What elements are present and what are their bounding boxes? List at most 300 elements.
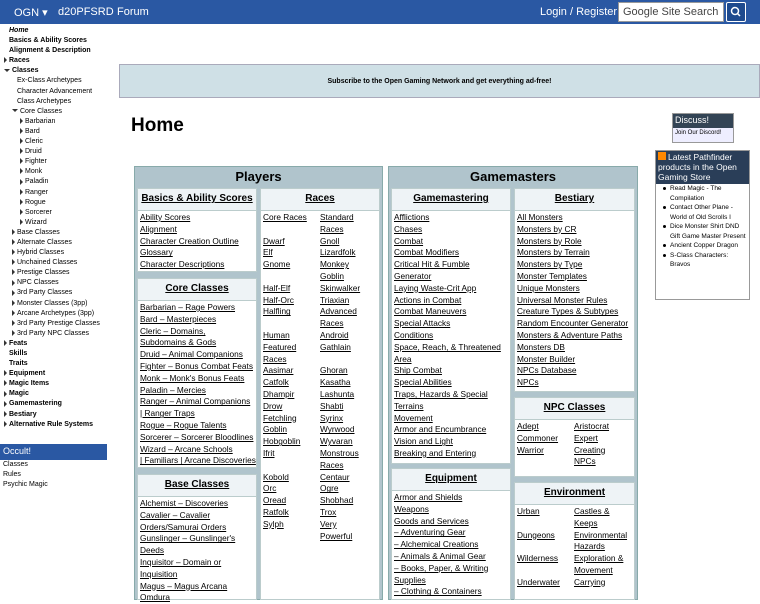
list-link[interactable]: Warrior xyxy=(517,444,544,455)
collapsed-arrow-icon[interactable] xyxy=(12,239,15,245)
search-button[interactable] xyxy=(726,2,746,22)
sidebar-item[interactable] xyxy=(0,87,107,97)
list-link[interactable]: Races xyxy=(320,223,344,234)
list-link[interactable]: Drow xyxy=(263,400,283,411)
list-link[interactable]: Dungeons xyxy=(517,529,555,540)
sidebar-item[interactable] xyxy=(0,288,107,298)
sidebar-item-label: Ex-Class Archetypes xyxy=(17,77,82,85)
search-input[interactable]: Google Site Search xyxy=(618,2,724,22)
list-link[interactable]: Syrinx xyxy=(320,412,344,423)
list-link[interactable]: Ranger – Animal Companions xyxy=(140,396,251,407)
collapsed-arrow-icon[interactable] xyxy=(4,401,7,407)
sidebar-item-label: Basics & Ability Scores xyxy=(9,37,87,45)
list-link[interactable]: Very xyxy=(320,518,337,529)
list-link[interactable]: Aasimar xyxy=(263,365,294,376)
collapsed-arrow-icon[interactable] xyxy=(12,280,15,286)
list-link[interactable]: Monsters & Adventure Paths xyxy=(517,329,623,340)
sidebar-item-label: Feats xyxy=(9,339,28,347)
list-link[interactable]: Afflictions xyxy=(394,212,430,222)
list-link[interactable]: Character Creation Outline xyxy=(140,235,239,246)
list-link[interactable]: Critical Hit & Fumble xyxy=(394,259,470,270)
list-link[interactable]: Bard – Masterpieces xyxy=(140,313,217,324)
list-link[interactable]: Triaxian xyxy=(320,294,350,305)
npc-classes-title[interactable]: NPC Classes xyxy=(515,398,634,420)
list-link[interactable]: Castles & xyxy=(574,506,610,516)
list-link[interactable]: Wyvaran xyxy=(320,436,353,447)
sidebar-item-label: Bestiary xyxy=(9,410,37,418)
list-link[interactable]: Inquisition xyxy=(140,568,178,579)
sidebar-item-label: Magic xyxy=(9,390,29,398)
sidebar-item-label: Alternative Rule Systems xyxy=(9,420,94,428)
list-link[interactable]: Skinwalker xyxy=(320,282,361,293)
sidebar-item[interactable] xyxy=(0,26,107,36)
list-link[interactable]: Half-Orc xyxy=(263,294,294,305)
collapsed-arrow-icon[interactable] xyxy=(12,249,15,255)
expanded-arrow-icon[interactable] xyxy=(12,109,18,112)
core-classes-box xyxy=(137,278,257,468)
list-link[interactable]: Monk – Monk's Bonus Feats xyxy=(140,372,245,383)
list-link[interactable]: Area xyxy=(394,353,412,364)
list-link[interactable]: Generator xyxy=(394,270,432,281)
sidebar-item-label: Arcane Archetypes (3pp) xyxy=(17,309,95,317)
sidebar-item[interactable] xyxy=(0,177,107,187)
environment-box xyxy=(514,482,635,600)
environment-title[interactable]: Environment xyxy=(515,483,634,505)
list-link[interactable]: Fetchling xyxy=(263,412,297,423)
top-navbar xyxy=(0,0,760,24)
link-list xyxy=(517,212,628,389)
collapsed-arrow-icon[interactable] xyxy=(4,421,7,427)
list-link[interactable]: Ghoran xyxy=(320,365,348,376)
subscribe-banner[interactable]: Subscribe to the Open Gaming Network and get everything ad-free! xyxy=(119,64,760,98)
list-link[interactable]: Magus – Magus Arcana xyxy=(140,580,228,591)
list-link[interactable]: Cavalier – Cavalier xyxy=(140,509,211,520)
list-link[interactable]: Monster Templates xyxy=(517,270,587,281)
sidebar-item-label: Monk xyxy=(25,168,43,176)
sidebar-item-label: Rogue xyxy=(25,198,46,206)
list-link[interactable]: Lizardfolk xyxy=(320,247,356,258)
list-link[interactable]: Gnoll xyxy=(320,235,340,246)
list-link[interactable]: Centaur xyxy=(320,471,350,482)
list-link[interactable]: Oread xyxy=(263,495,287,506)
collapsed-arrow-icon[interactable] xyxy=(20,179,23,185)
collapsed-arrow-icon[interactable] xyxy=(20,219,23,225)
search-icon xyxy=(727,3,745,21)
sidebar-item[interactable] xyxy=(0,268,107,278)
sidebar-item[interactable] xyxy=(0,107,107,117)
collapsed-arrow-icon[interactable] xyxy=(4,411,7,417)
list-link[interactable]: Fighter – Bonus Combat Feats xyxy=(140,360,253,371)
sidebar-item[interactable] xyxy=(0,36,107,46)
sidebar-item[interactable] xyxy=(0,117,107,127)
basics-box xyxy=(137,188,257,272)
list-link[interactable]: Vision and Light xyxy=(394,436,453,447)
sidebar-item[interactable] xyxy=(0,258,107,268)
list-link[interactable]: Urban xyxy=(517,506,540,516)
sidebar-item-label: 3rd Party Classes xyxy=(17,289,73,297)
sidebar-item[interactable] xyxy=(0,228,107,238)
sidebar-item-label: Monster Classes (3pp) xyxy=(17,299,88,307)
sidebar-item-label: Fighter xyxy=(25,158,47,166)
list-link[interactable]: Rogue – Rogue Talents xyxy=(140,419,227,430)
npc-classes-box xyxy=(514,397,635,477)
races-box xyxy=(260,188,380,600)
list-link[interactable]: Omdura xyxy=(140,592,170,603)
link-list xyxy=(140,212,239,271)
sidebar-item[interactable] xyxy=(0,127,107,137)
occult-link[interactable]: Psychic Magic xyxy=(3,481,48,488)
list-link[interactable]: Dwarf xyxy=(263,235,285,246)
list-link[interactable]: – Books, Paper, & Writing xyxy=(394,562,489,573)
list-link[interactable]: Hobgoblin xyxy=(263,436,301,447)
list-link[interactable]: – Clothing & Containers xyxy=(394,586,482,597)
list-link[interactable]: Universal Monster Rules xyxy=(517,294,608,305)
sidebar-item[interactable] xyxy=(0,218,107,228)
sidebar-item[interactable] xyxy=(0,349,107,359)
sidebar-item[interactable] xyxy=(0,359,107,369)
list-link[interactable]: Weapons xyxy=(394,503,429,514)
races-title[interactable]: Races xyxy=(261,189,379,211)
list-link[interactable]: Space, Reach, & Threatened xyxy=(394,341,501,352)
collapsed-arrow-icon[interactable] xyxy=(20,138,23,144)
list-link[interactable]: Goblin xyxy=(263,424,287,435)
list-link[interactable]: Character Descriptions xyxy=(140,259,225,270)
sidebar-item[interactable] xyxy=(0,329,107,339)
list-link[interactable]: Hazards xyxy=(574,541,605,552)
sidebar-item[interactable] xyxy=(0,410,107,420)
store-product-link[interactable]: S-Class Characters: Bravos xyxy=(656,251,749,270)
sidebar-item-label: Bard xyxy=(25,127,40,135)
discord-link[interactable]: Join Our Discord! xyxy=(675,130,722,136)
collapsed-arrow-icon[interactable] xyxy=(4,370,7,376)
store-product-link[interactable]: Contact Other Plane - World of Old Scrolls I xyxy=(656,203,749,222)
list-link[interactable]: Races xyxy=(320,459,344,470)
collapsed-arrow-icon[interactable] xyxy=(20,158,23,164)
list-link xyxy=(517,518,560,530)
list-link[interactable]: Movement xyxy=(394,412,433,423)
discuss-widget xyxy=(672,113,734,143)
collapsed-arrow-icon[interactable] xyxy=(12,269,15,275)
list-link[interactable]: Special Attacks xyxy=(394,318,451,329)
list-link xyxy=(517,565,560,577)
nav-d20pfsrd[interactable]: d20PFSRD xyxy=(58,6,114,18)
list-link[interactable]: Carrying xyxy=(574,576,606,587)
list-link[interactable]: Ogre xyxy=(320,483,339,494)
sidebar-item[interactable] xyxy=(0,198,107,208)
list-link[interactable]: Alignment xyxy=(140,223,177,234)
list-link[interactable]: Monkey xyxy=(320,259,350,270)
list-link[interactable]: Advanced xyxy=(320,306,357,317)
list-link[interactable]: Druid – Animal Companions xyxy=(140,349,243,360)
list-link[interactable]: Human xyxy=(263,329,290,340)
list-link[interactable]: Orders/Samurai Orders xyxy=(140,521,227,532)
link-list xyxy=(574,421,609,468)
sidebar-item[interactable] xyxy=(0,167,107,177)
list-link[interactable]: Underwater xyxy=(517,576,560,587)
sidebar-item-label: NPC Classes xyxy=(17,279,59,287)
list-link[interactable]: Races xyxy=(320,318,344,329)
collapsed-arrow-icon[interactable] xyxy=(20,148,23,154)
login-register-link[interactable]: Login / Register xyxy=(540,6,618,18)
bestiary-box xyxy=(514,188,635,392)
list-link[interactable]: Sorcerer – Sorcerer Bloodlines xyxy=(140,431,254,442)
sidebar-item[interactable] xyxy=(0,157,107,167)
base-classes-title[interactable]: Base Classes xyxy=(138,475,256,497)
rss-icon xyxy=(658,152,666,160)
list-link[interactable]: Movement xyxy=(574,564,613,575)
list-link[interactable]: – Alchemical Creations xyxy=(394,539,479,550)
list-link[interactable]: Featured xyxy=(263,341,297,352)
sidebar-item[interactable] xyxy=(0,76,107,86)
list-link[interactable]: Combat xyxy=(394,235,424,246)
sidebar-item-label: Magic Items xyxy=(9,380,50,388)
list-link[interactable]: Actions in Combat xyxy=(394,294,462,305)
sidebar-item-label: Druid xyxy=(25,148,42,156)
list-link[interactable]: Shobhad xyxy=(320,495,354,506)
link-list xyxy=(517,421,558,456)
list-link[interactable]: Sylph xyxy=(263,518,284,529)
list-link[interactable]: Powerful xyxy=(320,530,353,541)
collapsed-arrow-icon[interactable] xyxy=(20,209,23,215)
list-link[interactable]: – Adventuring Gear xyxy=(394,527,466,538)
list-link[interactable]: Cleric – Domains, xyxy=(140,325,206,336)
list-link[interactable]: Expert xyxy=(574,432,598,443)
list-link[interactable]: Monstrous xyxy=(320,447,359,458)
list-link[interactable]: Standard xyxy=(320,212,354,222)
list-link[interactable]: Android xyxy=(320,329,349,340)
list-link[interactable]: Subdomains & Gods xyxy=(140,337,217,348)
list-link[interactable]: | Ranger Traps xyxy=(140,408,195,419)
list-link[interactable]: Kobold xyxy=(263,471,289,482)
collapsed-arrow-icon[interactable] xyxy=(12,229,15,235)
list-link[interactable]: Random Encounter Generator xyxy=(517,318,629,329)
list-link[interactable]: Laying Waste-Crit App xyxy=(394,282,477,293)
collapsed-arrow-icon[interactable] xyxy=(20,168,23,174)
list-link[interactable]: Wyrwood xyxy=(320,424,355,435)
list-link[interactable]: Wilderness xyxy=(517,553,559,564)
sidebar-item-label: Wizard xyxy=(25,218,47,226)
collapsed-arrow-icon[interactable] xyxy=(20,189,23,195)
basics-box-title[interactable]: Basics & Ability Scores xyxy=(138,189,256,211)
list-link[interactable]: NPCs Database xyxy=(517,365,577,376)
list-link[interactable]: Unique Monsters xyxy=(517,282,580,293)
list-link[interactable]: Traps, Hazards & Special xyxy=(394,388,488,399)
store-product-link[interactable]: Ancient Copper Dragon xyxy=(656,241,749,251)
sidebar-item[interactable] xyxy=(0,238,107,248)
link-list xyxy=(394,492,488,598)
list-link[interactable]: Armor and Encumbrance xyxy=(394,424,487,435)
collapsed-arrow-icon[interactable] xyxy=(12,320,15,326)
list-link[interactable]: Terrains xyxy=(394,400,424,411)
sidebar-item[interactable] xyxy=(0,248,107,258)
store-title: Latest Pathfinder products in the Open Gaming Store xyxy=(656,151,749,184)
link-list xyxy=(263,212,307,531)
list-link[interactable]: Core Races xyxy=(263,212,307,222)
sidebar-item[interactable] xyxy=(0,208,107,218)
list-link[interactable]: Monsters DB xyxy=(517,341,565,352)
core-classes-title[interactable]: Core Classes xyxy=(138,279,256,301)
list-link[interactable]: Monsters by Type xyxy=(517,259,583,270)
list-link[interactable]: Ifrit xyxy=(263,447,275,458)
list-link[interactable]: Deeds xyxy=(140,545,164,556)
sidebar-item[interactable] xyxy=(0,379,107,389)
list-link[interactable]: Inquisitor – Domain or xyxy=(140,556,222,567)
collapsed-arrow-icon[interactable] xyxy=(4,391,7,397)
sidebar-item-label: Races xyxy=(9,57,30,65)
list-link[interactable]: Gunslinger – Gunslinger's xyxy=(140,533,236,544)
list-link[interactable]: Shabti xyxy=(320,400,344,411)
list-link xyxy=(263,318,307,330)
sidebar-item-label: Home xyxy=(9,27,29,34)
collapsed-arrow-icon[interactable] xyxy=(20,128,23,134)
list-link[interactable]: Paladin – Mercies xyxy=(140,384,206,395)
list-link xyxy=(517,541,560,553)
list-link[interactable]: – Animals & Animal Gear xyxy=(394,550,486,561)
list-link[interactable]: Breaking and Entering xyxy=(394,447,477,458)
list-link[interactable]: Monsters by Role xyxy=(517,235,582,246)
sidebar-item[interactable] xyxy=(0,420,107,430)
list-link[interactable]: Gathlain xyxy=(320,341,351,352)
sidebar-item[interactable] xyxy=(0,299,107,309)
list-link[interactable]: | Familiars | Arcane Discoveries xyxy=(140,455,256,466)
collapsed-arrow-icon[interactable] xyxy=(4,380,7,386)
list-link[interactable]: Goblin xyxy=(320,270,344,281)
list-link[interactable]: Alchemist – Discoveries xyxy=(140,498,229,508)
list-link[interactable]: Glossary xyxy=(140,247,173,258)
list-link[interactable]: Armor and Shields xyxy=(394,492,463,502)
sidebar-item[interactable] xyxy=(0,147,107,157)
sidebar-item[interactable] xyxy=(0,137,107,147)
collapsed-arrow-icon[interactable] xyxy=(12,310,15,316)
list-link[interactable]: Kasatha xyxy=(320,377,351,388)
list-link[interactable]: Aristocrat xyxy=(574,421,610,431)
sidebar-item-label: Classes xyxy=(12,67,39,75)
sidebar-item[interactable] xyxy=(0,56,107,66)
list-link[interactable]: All Monsters xyxy=(517,212,563,222)
base-classes-box xyxy=(137,474,257,603)
sidebar-item-label: Hybrid Classes xyxy=(17,249,65,257)
sidebar-item-label: Character Advancement xyxy=(17,87,93,95)
list-link[interactable]: Goods and Services xyxy=(394,515,469,526)
sidebar-item-label: Equipment xyxy=(9,370,46,378)
sidebar-item[interactable] xyxy=(0,399,107,409)
sidebar-item-label: Traits xyxy=(9,360,28,368)
collapsed-arrow-icon[interactable] xyxy=(12,330,15,336)
list-link[interactable]: Creature Types & Subtypes xyxy=(517,306,619,317)
sidebar-item[interactable] xyxy=(0,188,107,198)
list-link[interactable]: Halfling xyxy=(263,306,291,317)
page-title: Home xyxy=(131,115,184,136)
list-link[interactable]: Chases xyxy=(394,223,423,234)
sidebar-item[interactable] xyxy=(0,369,107,379)
collapsed-arrow-icon[interactable] xyxy=(20,199,23,205)
collapsed-arrow-icon[interactable] xyxy=(12,290,15,296)
collapsed-arrow-icon[interactable] xyxy=(20,118,23,124)
link-list xyxy=(517,506,560,589)
list-link[interactable]: Conditions xyxy=(394,329,434,340)
sidebar-item[interactable] xyxy=(0,278,107,288)
list-link[interactable]: Monsters by Terrain xyxy=(517,247,590,258)
collapsed-arrow-icon[interactable] xyxy=(12,259,15,265)
list-link[interactable]: Commoner xyxy=(517,432,559,443)
discuss-title: Discuss! xyxy=(673,114,733,128)
sidebar-item-label: 3rd Party Prestige Classes xyxy=(17,319,100,327)
list-link[interactable]: Combat Maneuvers xyxy=(394,306,467,317)
occult-link[interactable]: Classes xyxy=(3,461,28,468)
list-link[interactable]: Environmental xyxy=(574,529,628,540)
expanded-arrow-icon[interactable] xyxy=(4,69,10,72)
sidebar-item[interactable] xyxy=(0,309,107,319)
sidebar-item-label: Sorcerer xyxy=(25,208,52,216)
sidebar-item-label: Skills xyxy=(9,350,28,357)
occult-title: Occult! xyxy=(0,444,107,460)
list-link[interactable]: Elf xyxy=(263,247,273,258)
list-link[interactable]: Orc xyxy=(263,483,277,494)
equipment-title[interactable]: Equipment xyxy=(392,469,510,491)
list-link[interactable]: NPCs xyxy=(574,456,596,467)
list-link[interactable]: Races xyxy=(263,353,287,364)
sidebar-item-label: Prestige Classes xyxy=(17,269,70,277)
list-link[interactable]: Supplies xyxy=(394,574,426,585)
sidebar-item[interactable] xyxy=(0,66,107,76)
link-list xyxy=(140,302,256,467)
list-link[interactable]: Catfolk xyxy=(263,377,289,388)
collapsed-arrow-icon[interactable] xyxy=(4,340,7,346)
list-link[interactable]: Ratfolk xyxy=(263,506,289,517)
sidebar-item[interactable] xyxy=(0,389,107,399)
nav-ogn-menu[interactable]: OGN ▾ xyxy=(14,7,48,19)
list-link[interactable]: Trox xyxy=(320,506,337,517)
sidebar-item-label: Alternate Classes xyxy=(17,238,72,246)
sidebar-item[interactable] xyxy=(0,46,107,56)
list-link[interactable]: Barbarian – Rage Powers xyxy=(140,302,236,312)
list-link[interactable]: NPCs xyxy=(517,377,539,388)
list-link[interactable]: Lashunta xyxy=(320,388,355,399)
list-link xyxy=(263,460,307,472)
list-link[interactable]: Wizard – Arcane Schools xyxy=(140,443,233,454)
list-link[interactable]: Adept xyxy=(517,421,539,431)
sidebar-item[interactable] xyxy=(0,319,107,329)
bestiary-title[interactable]: Bestiary xyxy=(515,189,634,211)
list-link[interactable]: Ability Scores xyxy=(140,212,191,222)
list-link[interactable]: Exploration & xyxy=(574,553,624,564)
list-link[interactable]: Half-Elf xyxy=(263,282,291,293)
list-link[interactable]: Special Abilities xyxy=(394,377,452,388)
collapsed-arrow-icon[interactable] xyxy=(4,57,7,63)
sidebar-item[interactable] xyxy=(0,339,107,349)
list-link[interactable]: Combat Modifiers xyxy=(394,247,460,258)
sidebar-item-label: Cleric xyxy=(25,138,43,146)
sidebar-item[interactable] xyxy=(0,97,107,107)
list-link[interactable]: Dhampir xyxy=(263,388,295,399)
store-product-link[interactable]: Dice Monster Shirt DND Gift Game Master Present xyxy=(656,222,749,241)
link-list xyxy=(140,498,235,604)
list-link[interactable]: Keeps xyxy=(574,517,598,528)
list-link[interactable]: Creating xyxy=(574,444,606,455)
occult-link[interactable]: Rules xyxy=(3,471,21,478)
link-list xyxy=(394,212,501,460)
nav-forum[interactable]: Forum xyxy=(117,6,149,18)
list-link[interactable]: Ship Combat xyxy=(394,365,442,376)
gamemastering-title[interactable]: Gamemastering xyxy=(392,189,510,211)
list-link[interactable]: Monster Builder xyxy=(517,353,576,364)
sidebar-item-label: Class Archetypes xyxy=(17,97,72,105)
list-link[interactable]: Gnome xyxy=(263,259,291,270)
list-link[interactable]: Monsters by CR xyxy=(517,223,577,234)
collapsed-arrow-icon[interactable] xyxy=(12,300,15,306)
store-widget xyxy=(655,150,750,300)
store-product-link[interactable]: Read Magic - The Compilation xyxy=(656,184,749,203)
